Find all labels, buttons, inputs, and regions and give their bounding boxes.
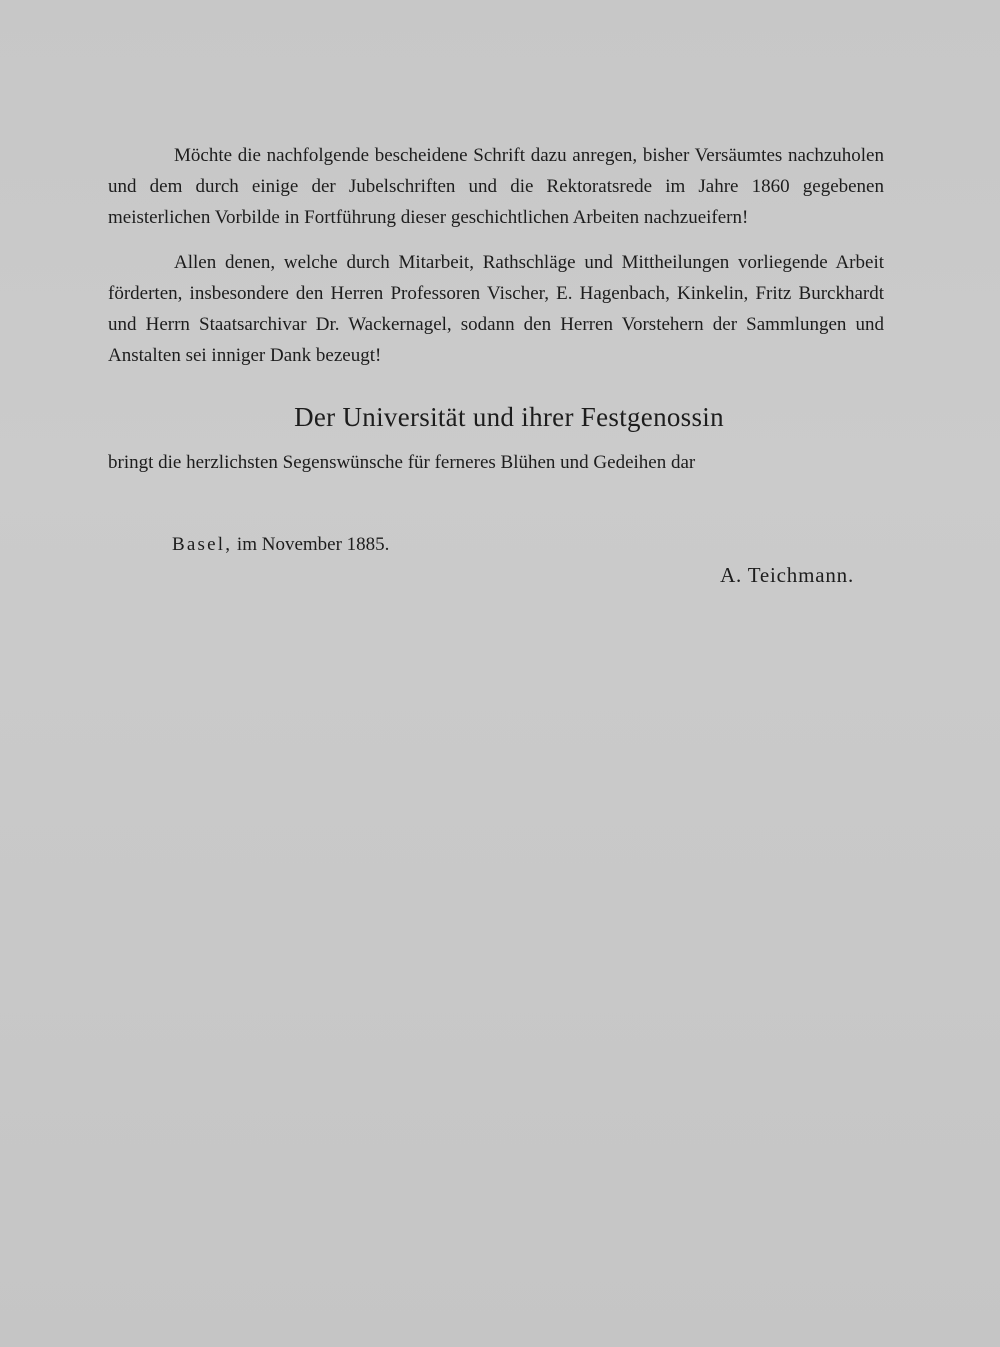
paragraph-acknowledgements: Allen denen, welche durch Mitarbeit, Rathschläge und Mittheilungen vorliegende Arbeit förderten, insbesondere den Herren Professoren Vischer, E. Hagenbach, Kinkelin, Fritz Burckhardt und Herrn Staatsarchivar Dr. Wackernagel, sodann den Herren Vorstehern der Sammlungen und Anstalten sei inniger Dank bezeugt! (108, 252, 884, 366)
page-content (108, 140, 884, 590)
place-city: Basel, (172, 534, 233, 555)
author-signature: A. Teichmann. (720, 563, 854, 587)
paragraph-intro: Möchte die nachfolgende bescheidene Schrift dazu anregen, bisher Versäumtes nachzuholen und dem durch einige der Jubelschriften und die Rektoratsrede im Jahre 1860 gegebenen meisterlichen Vorbilde in Fortführung dieser geschichtlichen Arbeiten nachzueifern! (108, 145, 884, 228)
dedication-line: bringt die herzlichsten Segenswünsche für ferneres Blühen und Gedeihen dar (108, 452, 696, 473)
place-date: im November 1885. (236, 534, 390, 555)
place-date-line (108, 529, 884, 560)
dedication-heading: Der Universität und ihrer Festgenossin (294, 402, 724, 432)
